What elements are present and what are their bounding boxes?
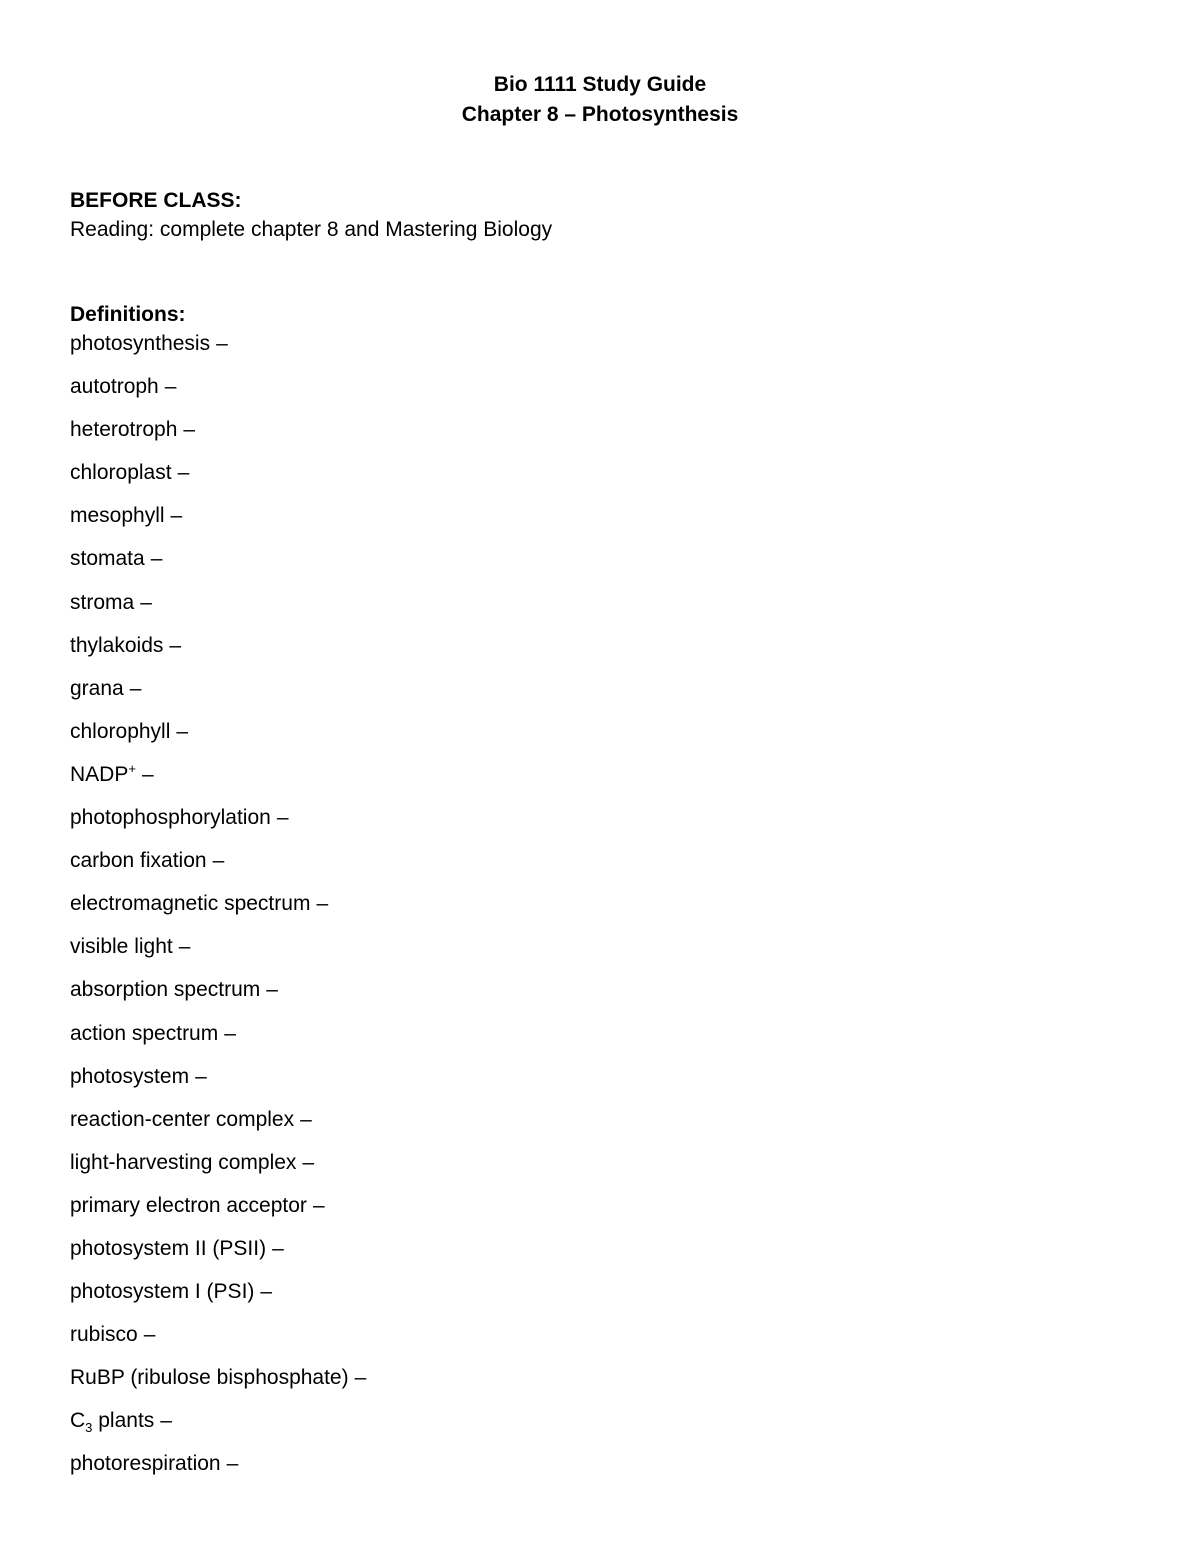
dash: – [302,1150,315,1174]
term: light-harvesting complex [70,1150,297,1174]
dash: – [169,633,182,657]
definition-item [70,1450,366,1493]
term: grana [70,676,124,700]
dash: – [312,1193,325,1217]
dash: – [224,1021,236,1045]
term: thylakoids [70,633,164,657]
c3-subscript: 3 [85,1420,93,1436]
definition-item [70,1364,366,1407]
definition-item [70,1063,366,1106]
term: reaction-center complex [70,1107,295,1131]
dash: – [176,719,189,743]
dash: – [170,504,183,528]
term: heterotroph [70,418,178,442]
definition-item [70,718,366,761]
dash: – [354,1366,367,1390]
definition-item [70,502,366,545]
before-class-heading: BEFORE CLASS: [70,189,242,212]
term: primary electron acceptor [70,1193,307,1217]
reading-assignment: Reading: complete chapter 8 and Mastering Biology [70,218,553,241]
definition-item [70,976,366,1019]
term: RuBP (ribulose bisphosphate) [70,1366,349,1390]
definition-item [70,804,366,847]
dash: – [226,1452,239,1476]
term: mesophyll [70,504,165,528]
dash: – [178,935,191,959]
definition-item [70,330,366,373]
term: stomata [70,547,145,571]
dash: – [276,806,289,830]
definition-item [70,373,366,416]
definition-item [70,416,366,459]
definition-item [70,1149,366,1192]
term: C [70,1409,86,1433]
definition-item [70,1235,366,1278]
definition-item [70,890,366,933]
term: action spectrum [70,1021,219,1045]
term: carbon fixation [70,849,207,873]
definition-item [70,589,366,632]
term: photosynthesis [70,332,211,355]
nadp-superscript: + [128,760,136,776]
dash: – [164,375,177,399]
term: photosystem I (PSI) [70,1280,255,1304]
definitions-list [70,330,366,1494]
dash: – [150,547,163,571]
term: chloroplast [70,461,172,485]
dash: – [143,1323,156,1347]
dash: – [195,1064,207,1088]
dash: – [160,1409,172,1433]
term: photosystem [70,1064,190,1088]
dash: – [266,978,278,1002]
definition-item [70,459,366,502]
term: chlorophyll [70,719,171,743]
definition-item [70,1278,366,1321]
document-header [0,70,1200,130]
term: stroma [70,590,135,614]
definition-item [70,847,366,890]
definition-item [70,1407,366,1450]
document-subtitle: Chapter 8 – Photosynthesis [461,103,739,126]
term-suffix: plants [92,1409,155,1433]
definition-item [70,1020,366,1063]
definition-item [70,1106,366,1149]
term: electromagnetic spectrum [70,892,311,916]
term: rubisco [70,1323,138,1347]
document-title: Bio 1111 Study Guide [493,73,707,96]
dash: – [316,892,329,916]
dash: – [140,590,152,614]
dash: – [177,461,190,485]
term: NADP [70,762,129,786]
definitions-heading: Definitions: [70,303,186,326]
dash: – [212,849,225,873]
term: absorption spectrum [70,978,261,1002]
definition-item [70,761,366,804]
dash: – [141,762,154,786]
definition-item [70,1192,366,1235]
dash: – [260,1280,273,1304]
dash: – [129,676,142,700]
dash: – [183,418,196,442]
term: visible light [70,935,173,959]
dash: – [216,332,228,355]
definition-item [70,545,366,588]
term: photophosphorylation [70,806,271,830]
definition-item [70,675,366,718]
definition-item [70,933,366,976]
definition-item [70,1321,366,1364]
term: photosystem II (PSII) [70,1236,267,1260]
term: photorespiration [70,1452,221,1476]
dash: – [300,1107,312,1131]
dash: – [272,1236,284,1260]
term: autotroph [70,375,159,399]
definition-item [70,632,366,675]
